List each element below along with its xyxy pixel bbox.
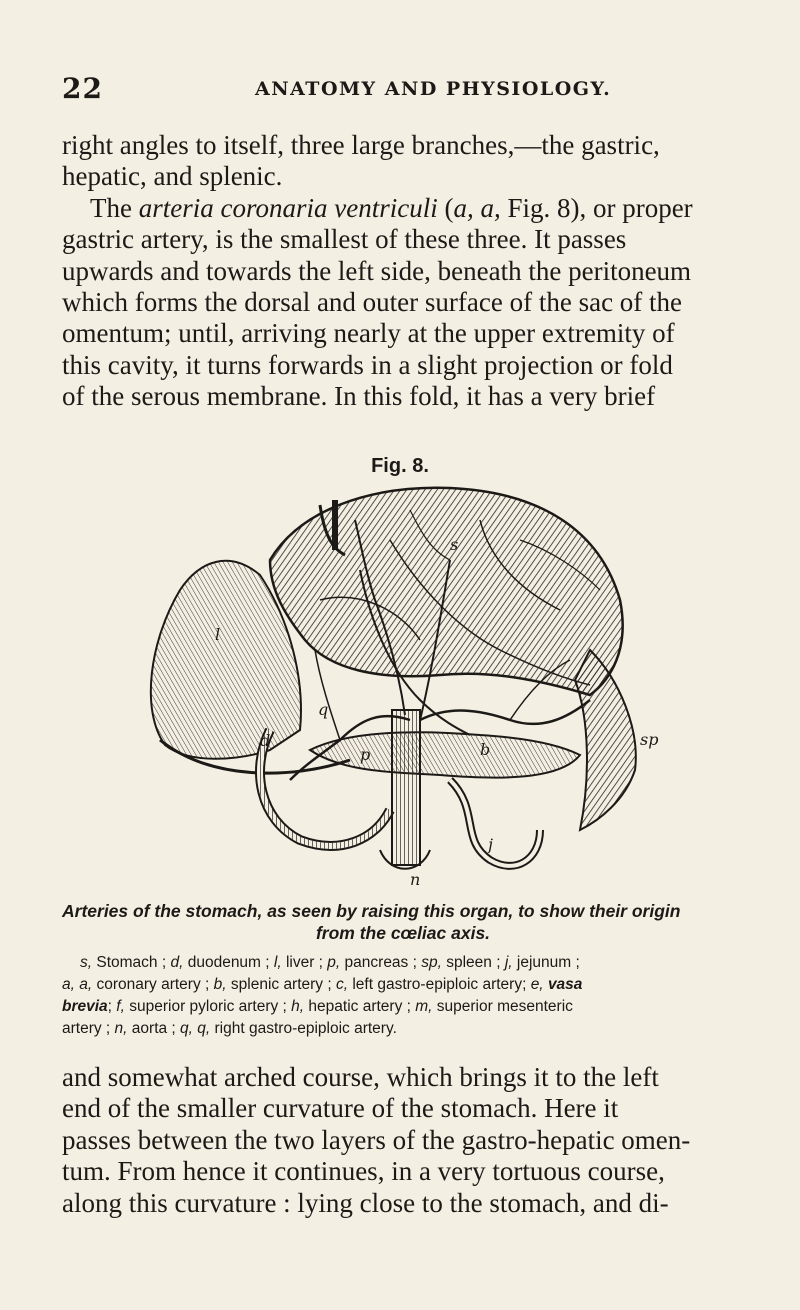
letter-l: l: [215, 625, 221, 644]
anatomical-illustration: [120, 480, 700, 890]
text-line: which forms the dorsal and outer surface of the sac of the: [62, 287, 683, 318]
text-line: upwards and towards the left side, beneath the peritoneum: [62, 255, 692, 286]
letter-b: b: [480, 740, 491, 759]
text-line: gastric artery, is the smallest of these three. It passes: [62, 224, 627, 255]
text-line: omentum; until, arriving nearly at the upper extremity of: [62, 318, 675, 349]
figure-label: Fig. 8.: [371, 455, 429, 477]
text-line: this cavity, it turns forwards in a slight projection or fold: [62, 349, 673, 380]
italic-term: arteria coronaria ventriculi: [138, 192, 438, 223]
legend-line: a, a, coronary artery ; b, splenic artery ; c, left gastro-epiploic artery; e, vasa: [62, 976, 583, 993]
legend-line: artery ; n, aorta ; q, q, right gastro-epiploic artery.: [62, 1020, 397, 1037]
jejunum-shape: [450, 780, 540, 866]
text-line: hepatic, and splenic.: [62, 161, 283, 192]
caption-line: Arteries of the stomach, as seen by raising this organ, to show their origin: [62, 901, 681, 921]
legend-line: brevia; f, superior pyloric artery ; h, hepatic artery ; m, superior mesenteric: [62, 998, 573, 1015]
text-line: of the serous membrane. In this fold, it has a very brief: [62, 381, 656, 412]
text-line: end of the smaller curvature of the stomach. Here it: [62, 1093, 619, 1124]
text-line: passes between the two layers of the gastro-hepatic omen-: [62, 1124, 691, 1155]
text-line: The arteria coronaria ventriculi (a, a, Fig. 8), or proper: [90, 192, 693, 223]
text-line: along this curvature : lying close to the stomach, and di-: [62, 1187, 669, 1218]
text-line: and somewhat arched course, which brings it to the left: [62, 1062, 659, 1092]
top-paragraph: [62, 130, 744, 413]
figure-caption-title: [62, 900, 744, 944]
spleen-shape: [575, 650, 636, 830]
italic-reference: a, a,: [453, 192, 501, 223]
text-line: tum. From hence it continues, in a very tortuous course,: [62, 1156, 665, 1187]
legend-line: s, Stomach ; d, duodenum ; l, liver ; p, pancreas ; sp, spleen ; j, jejunum ;: [80, 954, 580, 971]
aorta-shape: [392, 710, 420, 865]
page-header: [62, 72, 742, 108]
page-number: 22: [62, 72, 103, 105]
running-head: ANATOMY AND PHYSIOLOGY.: [255, 78, 612, 100]
letter-j: j: [488, 835, 493, 854]
letter-sp: sp: [640, 730, 659, 749]
caption-line: from the cœliac axis.: [315, 923, 491, 943]
letter-s: s: [450, 535, 459, 554]
pancreas-shape: [310, 732, 580, 777]
letter-q: q: [318, 700, 329, 719]
bottom-paragraph: [62, 1062, 744, 1219]
text-line: right angles to itself, three large branches,—the gastric,: [62, 130, 660, 160]
letter-n: n: [410, 870, 421, 889]
letter-p: p: [360, 745, 371, 764]
engraving-arteries-of-stomach: [120, 480, 700, 890]
figure-legend: [62, 952, 744, 1040]
letter-d: d: [260, 731, 271, 750]
